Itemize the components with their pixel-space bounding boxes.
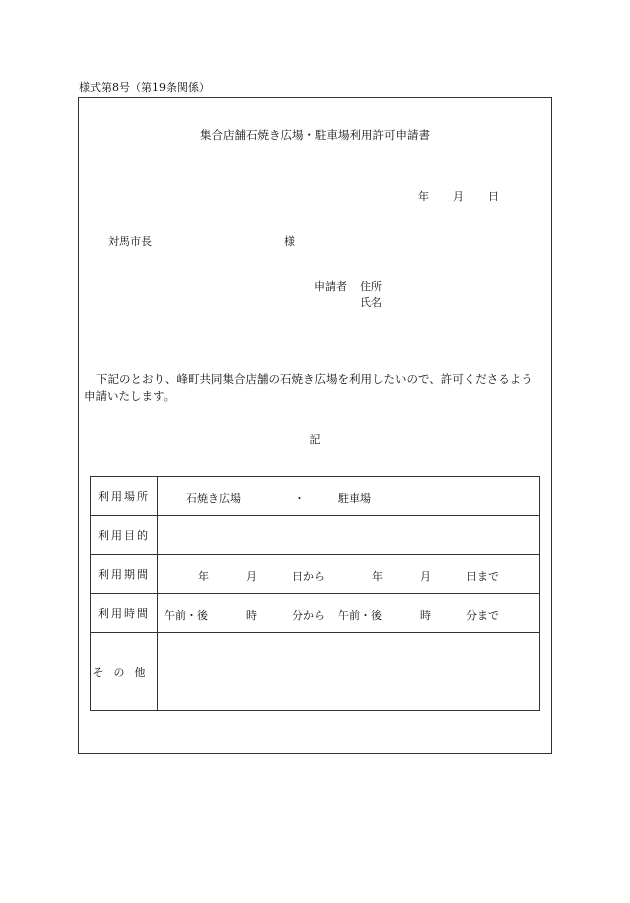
place-label: 利用場所 <box>91 477 158 516</box>
table-row-other <box>91 633 540 711</box>
time-start-ampm: 午前・後 <box>164 609 208 622</box>
name-label: 氏名 <box>360 296 382 309</box>
ki-heading: 記 <box>309 433 321 446</box>
time-cell[interactable] <box>158 594 540 633</box>
address-label: 住所 <box>360 280 382 293</box>
table-row-place <box>91 477 540 516</box>
time-end-minute: 分まで <box>466 609 499 622</box>
purpose-cell[interactable] <box>158 516 540 555</box>
time-start-hour: 時 <box>246 609 257 622</box>
place-separator: ・ <box>294 492 305 505</box>
honorific: 様 <box>284 235 295 248</box>
period-label: 利用期間 <box>91 555 158 594</box>
other-label: その他 <box>91 633 158 711</box>
request-body <box>84 371 550 405</box>
date-year: 年 <box>418 190 429 203</box>
addressee: 対馬市長 <box>108 235 152 248</box>
period-start-day: 日から <box>292 570 325 583</box>
place-option-parking: 駐車場 <box>338 492 371 505</box>
request-body-line2: 申請いたします。 <box>84 389 176 403</box>
period-end-day: 日まで <box>466 570 499 583</box>
table-row-time <box>91 594 540 633</box>
period-cell[interactable] <box>158 555 540 594</box>
other-cell[interactable] <box>158 633 540 711</box>
table-row-purpose <box>91 516 540 555</box>
usage-details-table <box>90 476 540 711</box>
time-start-minute: 分から <box>292 609 325 622</box>
time-end-hour: 時 <box>420 609 431 622</box>
purpose-label: 利用目的 <box>91 516 158 555</box>
document-title: 集合店舗石焼き広場・駐車場利用許可申請書 <box>200 128 430 142</box>
date-month: 月 <box>453 190 464 203</box>
time-end-ampm: 午前・後 <box>338 609 382 622</box>
period-end-month: 月 <box>420 570 431 583</box>
place-cell[interactable] <box>158 477 540 516</box>
period-end-year: 年 <box>372 570 383 583</box>
date-day: 日 <box>488 190 499 203</box>
place-option-stone-plaza: 石焼き広場 <box>186 492 241 505</box>
period-start-year: 年 <box>198 570 209 583</box>
period-start-month: 月 <box>246 570 257 583</box>
form-number-label: 様式第8号（第19条関係） <box>79 81 210 94</box>
request-body-line1: 下記のとおり、峰町共同集合店舗の石焼き広場を利用したいので、許可くださるよう <box>96 372 533 386</box>
table-row-period <box>91 555 540 594</box>
time-label: 利用時間 <box>91 594 158 633</box>
applicant-label: 申請者 <box>314 280 347 293</box>
